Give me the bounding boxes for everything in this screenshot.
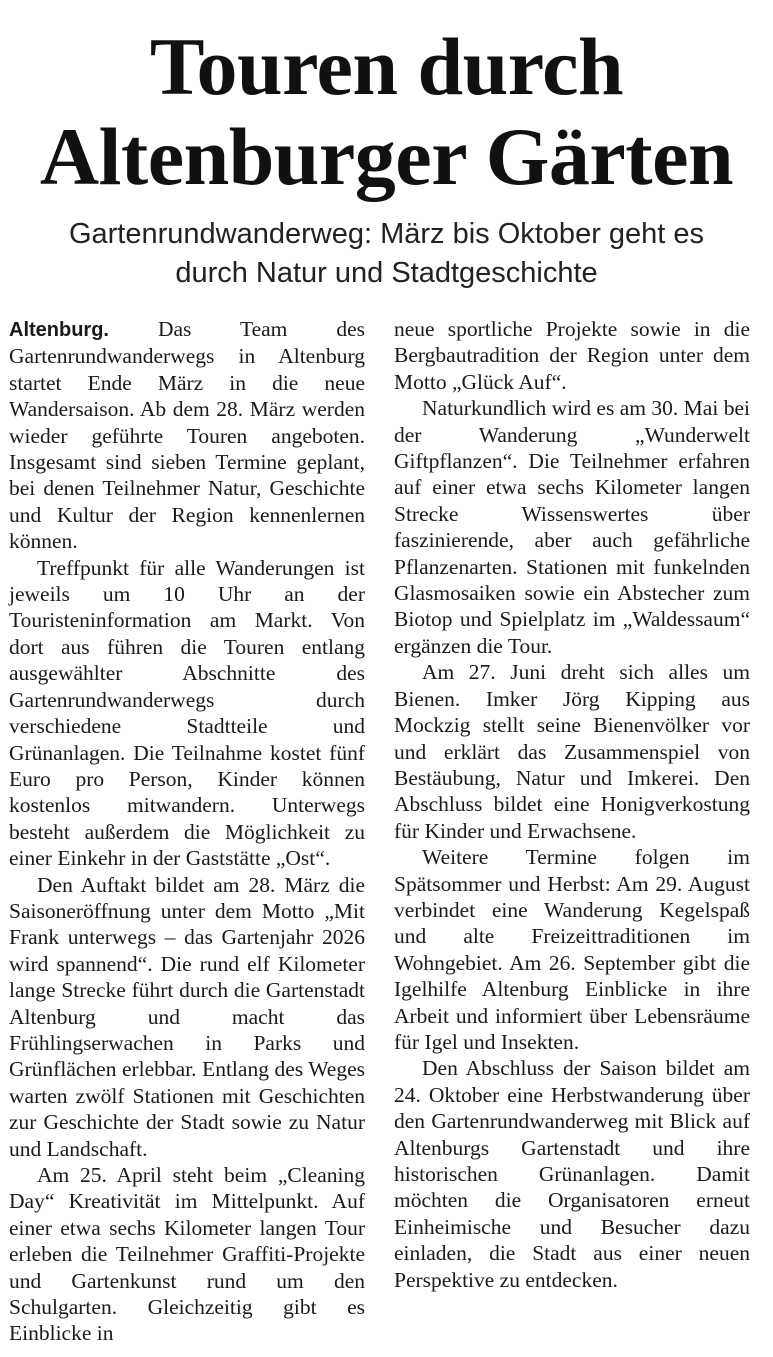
- paragraph: neue sportliche Projekte sowie in die Bergbautradition der Region unter dem Motto „Glück Auf“.: [394, 317, 750, 394]
- paragraph: Den Abschluss der Saison bildet am 24. Oktober eine Herbstwanderung über den Gartenrundwanderweg mit Blick auf Altenburgs Gartenstadt und ihre historischen Grünanlagen. Damit möchten die Organisatoren erneut Einheimische und Besucher dazu einladen, die Stadt aus einer neuen Perspektive zu entdecken.: [394, 1056, 750, 1292]
- paragraph: [9, 316, 365, 555]
- headline-line-1: Touren durch: [149, 21, 624, 112]
- paragraph: Am 25. April steht beim „Cleaning Day“ Kreativität im Mittelpunkt. Auf einer etwa sechs Kilometer langen Tour erleben die Teilnehmer Graffiti-Projekte und Gartenkunst rund um den Schulgarten. Gleichzeitig gibt es Einblicke in: [9, 1163, 365, 1346]
- paragraph: Am 27. Juni dreht sich alles um Bienen. Imker Jörg Kipping aus Mockzig stellt seine Bienenvölker vor und erklärt das Zusammenspiel von Bestäubung, Natur und Imkerei. Den Abschluss bildet eine Honigverkostung für Kinder und Erwachsene.: [394, 660, 750, 843]
- article-headline: [0, 22, 773, 202]
- paragraph: Naturkundlich wird es am 30. Mai bei der Wanderung „Wunderwelt Giftpflanzen“. Die Teilnehmer erfahren auf einer etwa sechs Kilometer langen Strecke Wissenswertes über faszinierende, aber auch gefährliche Pflanzenarten. Stationen mit funkelnden Glasmosaiken sowie ein Abstecher zum Biotop und Spielplatz im „Waldessaum“ ergänzen die Tour.: [394, 396, 750, 658]
- paragraph: Weitere Termine folgen im Spätsommer und Herbst: Am 29. August verbindet eine Wanderung Kegelspaß und alte Freizeittraditionen im Wohngebiet. Am 26. September gibt die Igelhilfe Altenburg Einblicke in ihre Arbeit und informiert über Lebensräume für Igel und Insekten.: [394, 845, 750, 1054]
- dateline: Altenburg.: [9, 319, 109, 341]
- paragraph: Den Auftakt bildet am 28. März die Saisoneröffnung unter dem Motto „Mit Frank unterwegs – das Gartenjahr 2026 wird spannend“. Die rund elf Kilometer lange Strecke führt durch die Gartenstadt Altenburg und macht das Frühlingserwachen in Parks und Grünflächen erlebbar. Entlang des Weges warten zwölf Stationen mit Geschichten zur Geschichte der Stadt sowie zu Natur und Landschaft.: [9, 872, 365, 1161]
- subline-line-2: durch Natur und Stadtgeschichte: [175, 257, 598, 289]
- article-subline: [0, 215, 773, 293]
- headline-line-2: Altenburger Gärten: [39, 111, 734, 202]
- paragraph-text: Das Team des Gartenrundwanderwegs in Altenburg startet Ende März in die neue Wandersaison. Ab dem 28. März werden wieder geführte Touren angeboten. Insgesamt sind sieben Termine geplant, bei denen Teilnehmer Natur, Geschichte und Kultur der Region kennenlernen können.: [9, 317, 365, 554]
- article-column-right: [394, 316, 750, 1293]
- subline-line-1: Gartenrundwanderweg: März bis Oktober geht es: [68, 218, 705, 250]
- paragraph: Treffpunkt für alle Wanderungen ist jeweils um 10 Uhr an der Touristeninformation am Markt. Von dort aus führen die Touren entlang ausgewählter Abschnitte des Gartenrundwanderwegs durch verschiedene Stadtteile und Grünanlagen. Die Teilnahme kostet fünf Euro pro Person, Kinder können kostenlos mitwandern. Unterwegs besteht außerdem die Möglichkeit zu einer Einkehr in der Gaststätte „Ost“.: [9, 555, 365, 871]
- article-column-left: [9, 316, 365, 1347]
